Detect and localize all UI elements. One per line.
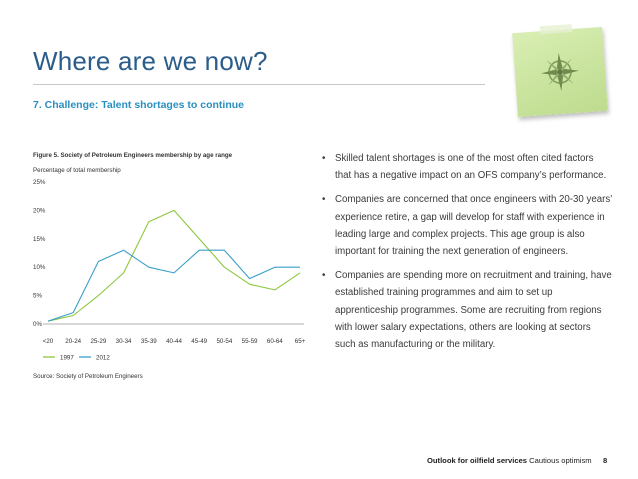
figure-source: Source: Society of Petroleum Engineers: [33, 373, 143, 380]
x-tick-label: 25-29: [90, 338, 107, 345]
y-tick-label: 15%: [33, 235, 46, 243]
y-tick-label: 0%: [33, 321, 42, 328]
page-number: 8: [603, 456, 608, 465]
series-line-2012: [48, 250, 300, 321]
legend-label: 2012: [96, 354, 110, 362]
bullet-text: Skilled talent shortages is one of the most often cited factors that has a negative impact on an OFS company’s performance.: [335, 153, 607, 182]
x-tick-label: 45-49: [191, 338, 208, 345]
bullet-list: [322, 150, 612, 360]
section-subtitle: 7. Challenge: Talent shortages to continue: [33, 99, 244, 111]
x-tick-label: 20-24: [65, 338, 82, 345]
x-tick-label: 35-39: [140, 338, 157, 345]
x-tick-label: 50-54: [216, 338, 233, 345]
footer-subtitle: Cautious optimism: [529, 456, 592, 465]
footer-title: Outlook for oilfield services: [427, 456, 528, 465]
bullet-dot: •: [322, 270, 326, 282]
page-title: Where are we now?: [33, 46, 268, 76]
x-tick-label: 40-44: [166, 338, 182, 345]
bullet-dot: •: [322, 153, 326, 164]
legend-label: 1997: [60, 354, 74, 362]
y-tick-label: 20%: [33, 207, 46, 215]
bullet-text: Companies are spending more on recruitment and training, have established training programmes and aim to set up apprenticeship programmes. Some are recruiting from regions with lower salary expectations, others are looking at sectors such as manufacturing or the military.: [335, 270, 612, 351]
x-tick-label: 55-59: [241, 338, 258, 345]
bullet-item: [322, 267, 612, 353]
series-line-1997: [48, 210, 300, 321]
x-tick-label: 30-34: [115, 338, 132, 345]
y-tick-label: 25%: [33, 179, 46, 186]
bullet-item: [322, 150, 612, 184]
x-tick-label: 65+: [294, 338, 306, 345]
y-tick-label: 5%: [33, 292, 42, 300]
y-tick-label: 10%: [33, 264, 46, 272]
figure-title: Figure 5. Society of Petroleum Engineers membership by age range: [33, 152, 233, 159]
bullet-dot: •: [322, 194, 326, 206]
footer: [427, 456, 608, 465]
x-tick-label: 60-64: [266, 338, 283, 345]
x-tick-label: <20: [42, 338, 54, 345]
bullet-item: [322, 191, 612, 260]
figure-y-axis-label: Percentage of total membership: [33, 167, 121, 174]
bullet-text: Companies are concerned that once engineers with 20-30 years’ experience retire, a gap will develop for staff with experience in leading large and complex projects. This age group is also important for training the next generation of engineers.: [335, 194, 612, 258]
